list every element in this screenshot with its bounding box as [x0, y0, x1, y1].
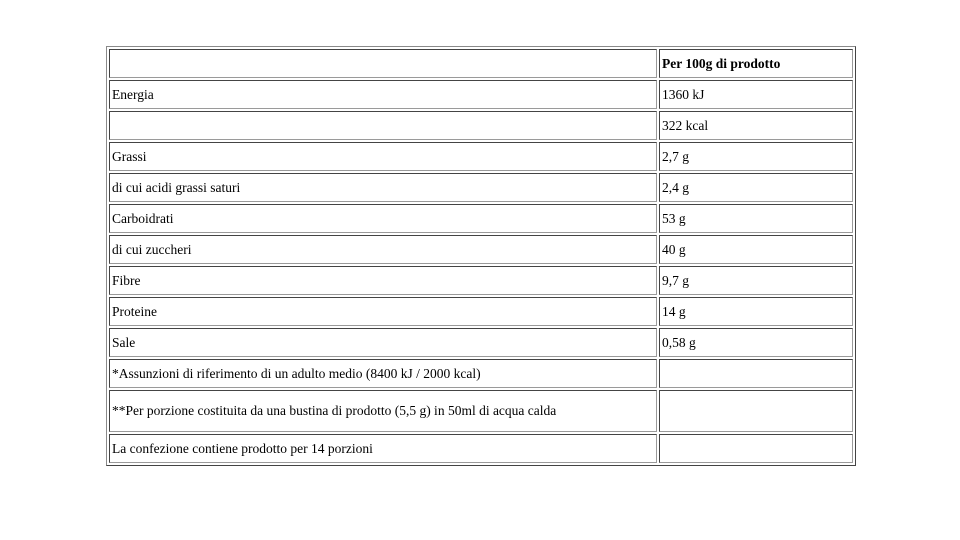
row-label-portion-note: **Per porzione costituita da una bustina di prodotto (5,5 g) in 50ml di acqua calda [109, 390, 657, 432]
nutrition-table [106, 46, 856, 466]
row-label-fibre: Fibre [109, 266, 657, 295]
row-label-energia: Energia [109, 80, 657, 109]
table-row [109, 173, 853, 202]
row-value-energia-kj: 1360 kJ [659, 80, 853, 109]
header-value-cell: Per 100g di prodotto [659, 49, 853, 78]
row-label-zuccheri: di cui zuccheri [109, 235, 657, 264]
row-value-empty [659, 390, 853, 432]
table-header-row [109, 49, 853, 78]
row-value-empty [659, 359, 853, 388]
table-row [109, 266, 853, 295]
table-row [109, 328, 853, 357]
row-value-zuccheri: 40 g [659, 235, 853, 264]
row-value-energia-kcal: 322 kcal [659, 111, 853, 140]
table-row [109, 80, 853, 109]
row-value-grassi: 2,7 g [659, 142, 853, 171]
row-label-proteine: Proteine [109, 297, 657, 326]
row-value-proteine: 14 g [659, 297, 853, 326]
row-label-reference-intake-note: *Assunzioni di riferimento di un adulto medio (8400 kJ / 2000 kcal) [109, 359, 657, 388]
table-row [109, 359, 853, 388]
row-label-package-note: La confezione contiene prodotto per 14 porzioni [109, 434, 657, 463]
row-label-empty [109, 111, 657, 140]
table-row [109, 235, 853, 264]
row-value-fibre: 9,7 g [659, 266, 853, 295]
table-row [109, 390, 853, 432]
table-row [109, 297, 853, 326]
row-label-grassi-saturi: di cui acidi grassi saturi [109, 173, 657, 202]
row-label-grassi: Grassi [109, 142, 657, 171]
header-label-cell [109, 49, 657, 78]
row-value-grassi-saturi: 2,4 g [659, 173, 853, 202]
table-row [109, 142, 853, 171]
row-value-carboidrati: 53 g [659, 204, 853, 233]
row-value-sale: 0,58 g [659, 328, 853, 357]
row-value-empty [659, 434, 853, 463]
table-row [109, 111, 853, 140]
row-label-carboidrati: Carboidrati [109, 204, 657, 233]
table-row [109, 434, 853, 463]
row-label-sale: Sale [109, 328, 657, 357]
table-row [109, 204, 853, 233]
